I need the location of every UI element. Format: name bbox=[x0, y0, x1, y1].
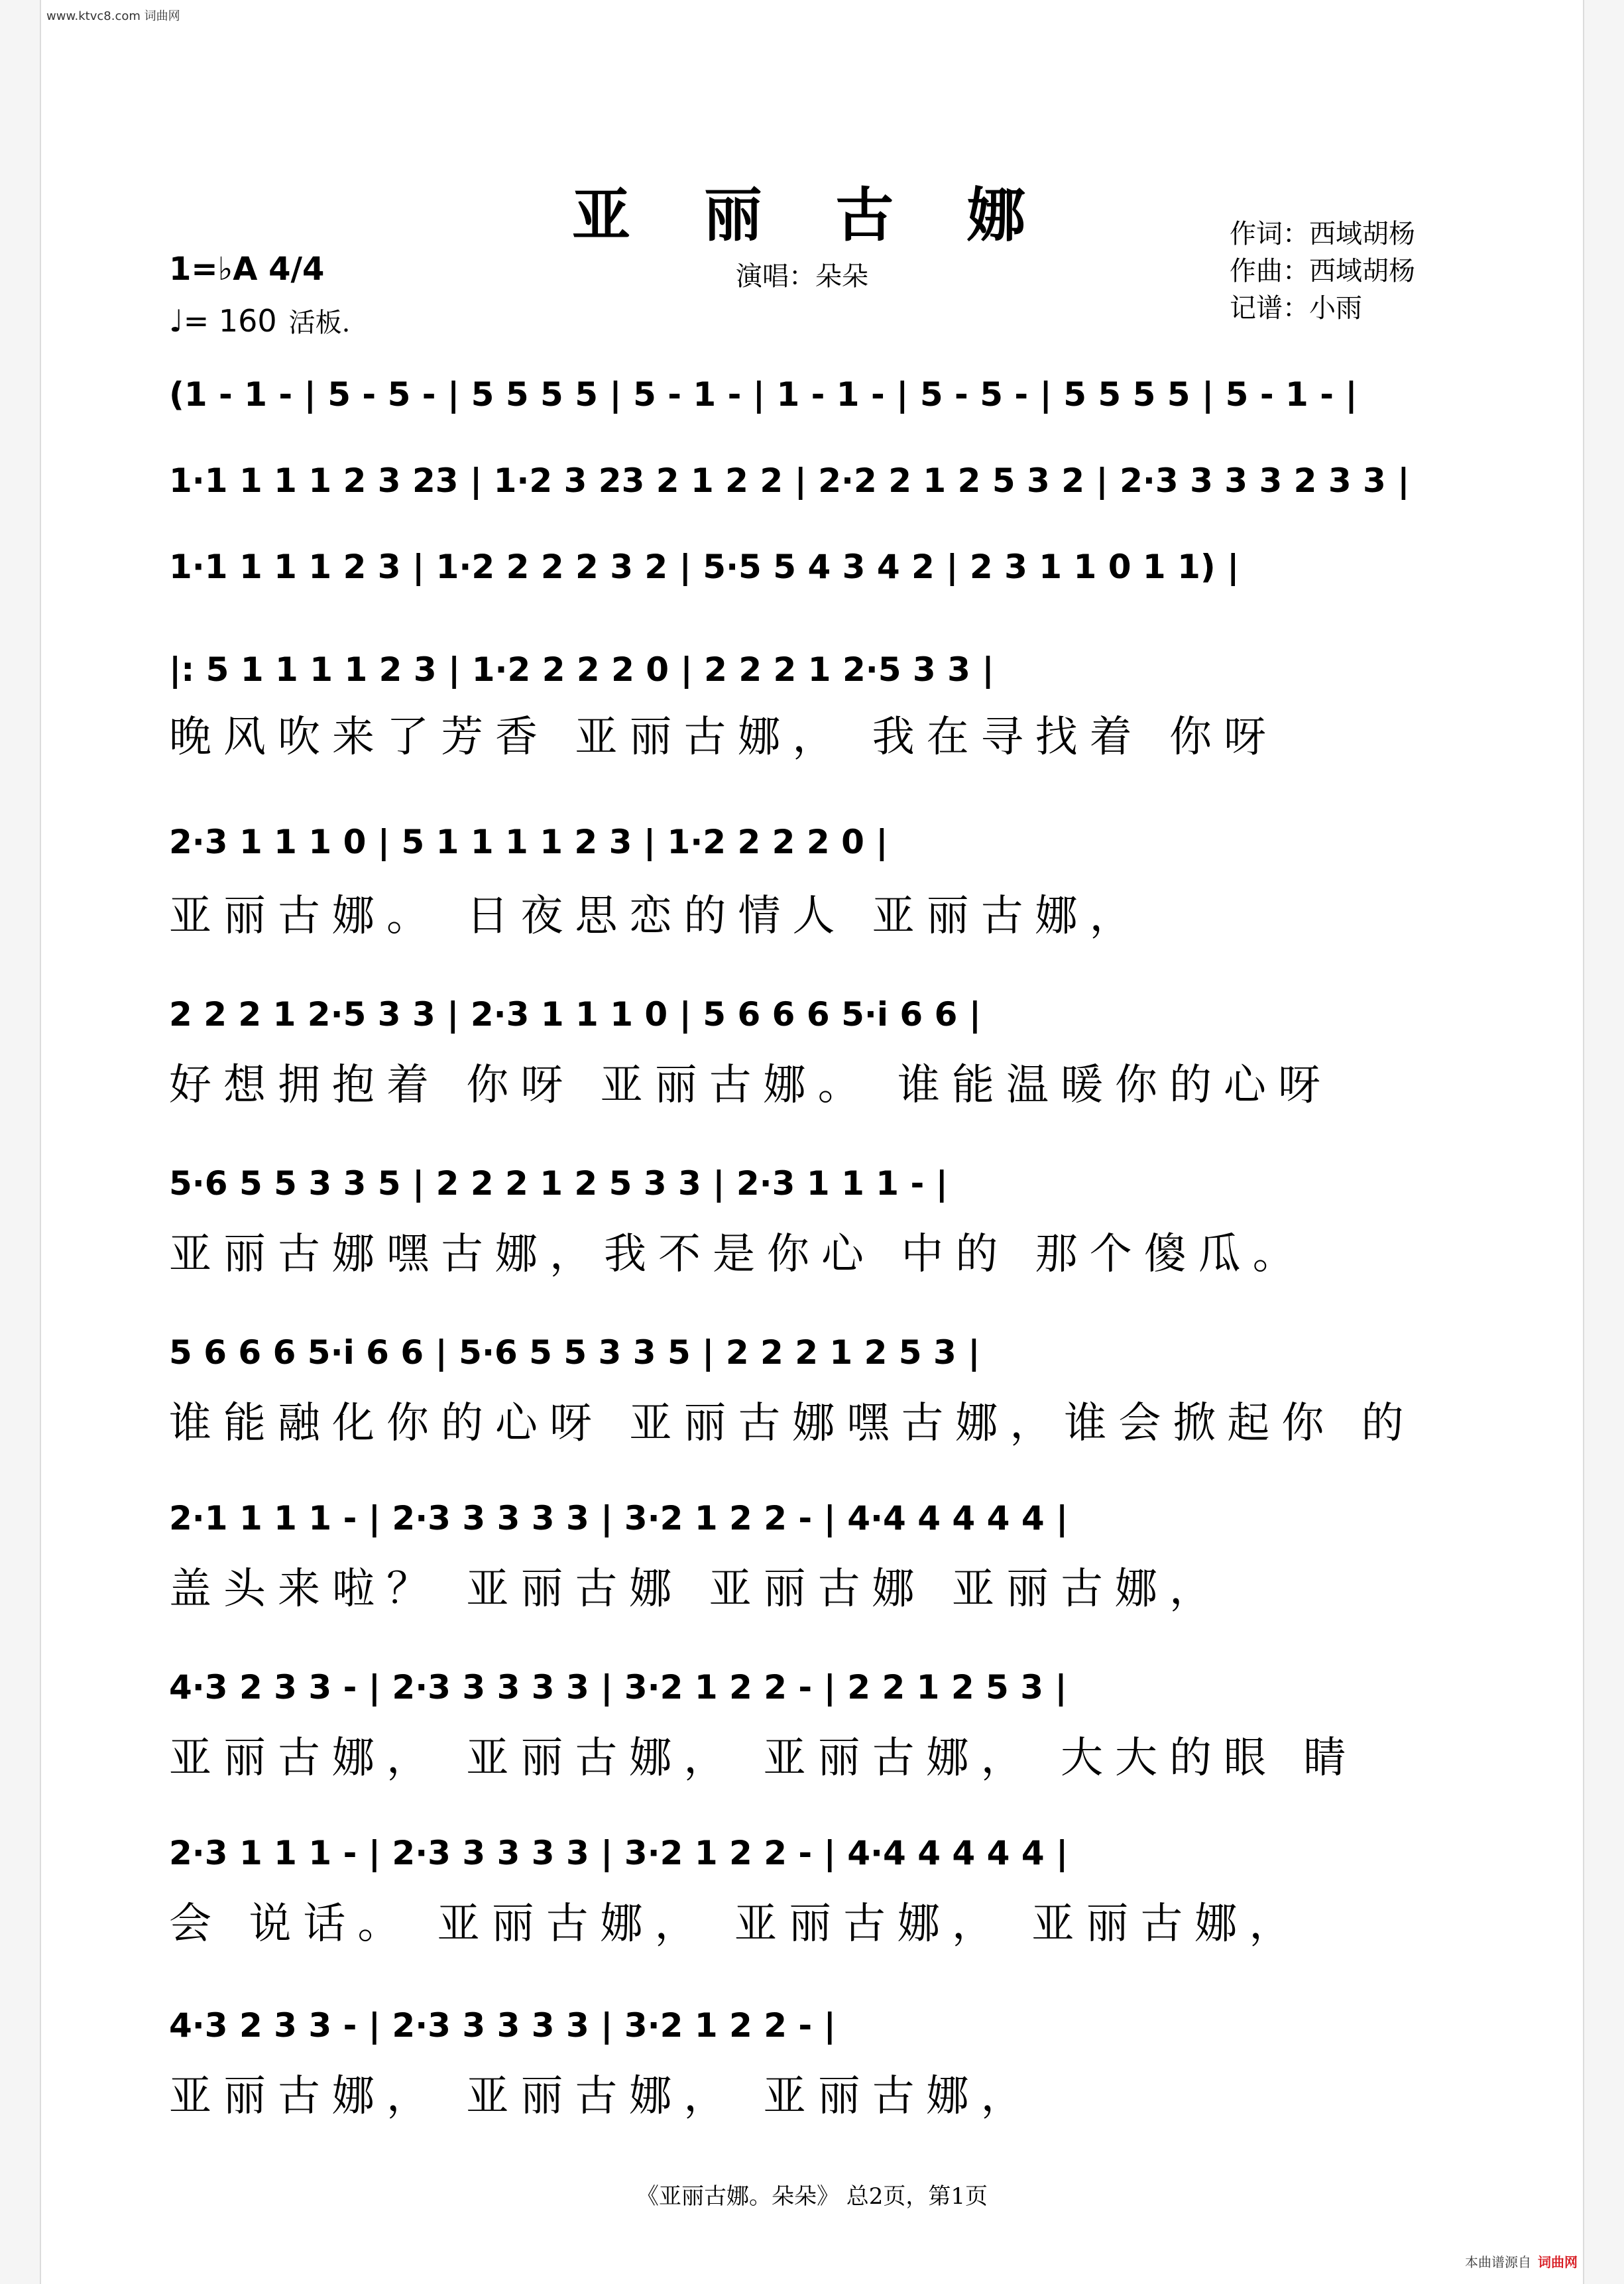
staff-text: 5 6 6 6 5·i 6 6 | 5·6 5 5 3 3 5 | 2 2 2 1 2 5 3 | bbox=[169, 1333, 980, 1372]
staff-text: 2·1 1 1 1 - | 2·3 3 3 3 3 | 3·2 1 2 2 - | 4·4 4 4 4 4 | bbox=[169, 1499, 1069, 1537]
lyric-line-3: 好想拥抱着 你呀 亚丽古娜。 谁能温暖你的心呀 bbox=[169, 1061, 1333, 1110]
staff-text: 1·1 1 1 1 2 3 23 | 1·2 3 23 2 1 2 2 | 2·2 2 1 2 5 3 2 | 2·3 3 3 3 2 3 3 | bbox=[169, 461, 1410, 500]
staff-line-10 bbox=[169, 1664, 1468, 1717]
lyric-line-7: 亚丽古娜， 亚丽古娜， 亚丽古娜， 大大的眼 睛 bbox=[169, 1734, 1358, 1783]
tempo bbox=[169, 302, 350, 339]
staff-line-3 bbox=[169, 544, 1468, 597]
staff-line-8 bbox=[169, 1329, 1468, 1382]
staff-line-11 bbox=[169, 1830, 1468, 1883]
lyric-line-6: 盖头来啦？ 亚丽古娜 亚丽古娜 亚丽古娜， bbox=[169, 1565, 1224, 1614]
tempo-mark: ♩= 160 bbox=[169, 303, 277, 339]
staff-text: 2 2 2 1 2·5 3 3 | 2·3 1 1 1 0 | 5 6 6 6 5·i 6 6 | bbox=[169, 995, 982, 1034]
staff-text: |: 5 1 1 1 1 2 3 | 1·2 2 2 2 0 | 2 2 2 1 2·5 3 3 | bbox=[169, 650, 994, 689]
credits bbox=[1230, 215, 1415, 327]
staff-text: 5·6 5 5 3 3 5 | 2 2 2 1 2 5 3 3 | 2·3 1 1 1 - | bbox=[169, 1164, 948, 1203]
song-title: 亚 丽 古 娜 bbox=[572, 180, 1052, 249]
brand-right: 词曲网 bbox=[1538, 2254, 1578, 2270]
lyric-line-1: 晚风吹来了芳香 亚丽古娜， 我在寻找着 你呀 bbox=[169, 713, 1279, 762]
staff-text: 1·1 1 1 1 2 3 | 1·2 2 2 2 3 2 | 5·5 5 4 3 4 2 | 2 3 1 1 0 1 1) | bbox=[169, 548, 1240, 586]
lyric-line-9: 亚丽古娜， 亚丽古娜， 亚丽古娜， bbox=[169, 2072, 1035, 2121]
lyric-line-2: 亚丽古娜。 日夜思恋的情人 亚丽古娜， bbox=[169, 892, 1144, 941]
page-footer: 《亚丽古娜。朵朵》 总2页，第1页 bbox=[636, 2183, 988, 2210]
staff-text: 4·3 2 3 3 - | 2·3 3 3 3 3 | 3·2 1 2 2 - | bbox=[169, 2006, 836, 2045]
right-margin-strip bbox=[1583, 0, 1624, 2284]
composer: 作曲：西域胡杨 bbox=[1230, 256, 1415, 286]
staff-line-4 bbox=[169, 646, 1468, 699]
lyricist: 作词：西域胡杨 bbox=[1230, 219, 1415, 249]
staff-text: (1 - 1 - | 5 - 5 - | 5 5 5 5 | 5 - 1 - | 1 - 1 - | 5 - 5 - | 5 5 5 5 | 5 - 1 - | bbox=[169, 375, 1358, 414]
lyric-line-8: 会 说话。 亚丽古娜， 亚丽古娜， 亚丽古娜， bbox=[169, 1899, 1304, 1949]
staff-line-5 bbox=[169, 819, 1468, 872]
staff-line-12 bbox=[169, 2002, 1468, 2055]
staff-line-6 bbox=[169, 991, 1468, 1044]
lyric-line-5: 谁能融化你的心呀 亚丽古娜嘿古娜，谁会掀起你 的 bbox=[169, 1399, 1416, 1448]
transcriber: 记谱：小雨 bbox=[1230, 293, 1362, 324]
staff-line-9 bbox=[169, 1495, 1468, 1548]
staff-text: 2·3 1 1 1 - | 2·3 3 3 3 3 | 3·2 1 2 2 - | 4·4 4 4 4 4 | bbox=[169, 1834, 1069, 1872]
staff-text: 2·3 1 1 1 0 | 5 1 1 1 1 2 3 | 1·2 2 2 2 0 | bbox=[169, 823, 888, 861]
lyric-line-4: 亚丽古娜嘿古娜，我不是你心 中的 那个傻瓜。 bbox=[169, 1230, 1307, 1279]
style-mark: 活板. bbox=[288, 308, 351, 338]
singer: 演唱：朵朵 bbox=[736, 261, 868, 292]
brand-left: 本曲谱源自 bbox=[1465, 2254, 1531, 2270]
site-header: www.ktvc8.com 词曲网 bbox=[46, 9, 180, 23]
brand bbox=[1465, 2252, 1578, 2271]
staff-line-7 bbox=[169, 1160, 1468, 1213]
staff-line-2 bbox=[169, 457, 1468, 511]
key-signature: 1=♭A 4/4 bbox=[169, 251, 325, 288]
left-margin-strip bbox=[0, 0, 41, 2284]
staff-text: 4·3 2 3 3 - | 2·3 3 3 3 3 | 3·2 1 2 2 - | 2 2 1 2 5 3 | bbox=[169, 1668, 1067, 1707]
staff-line-1 bbox=[169, 371, 1468, 424]
